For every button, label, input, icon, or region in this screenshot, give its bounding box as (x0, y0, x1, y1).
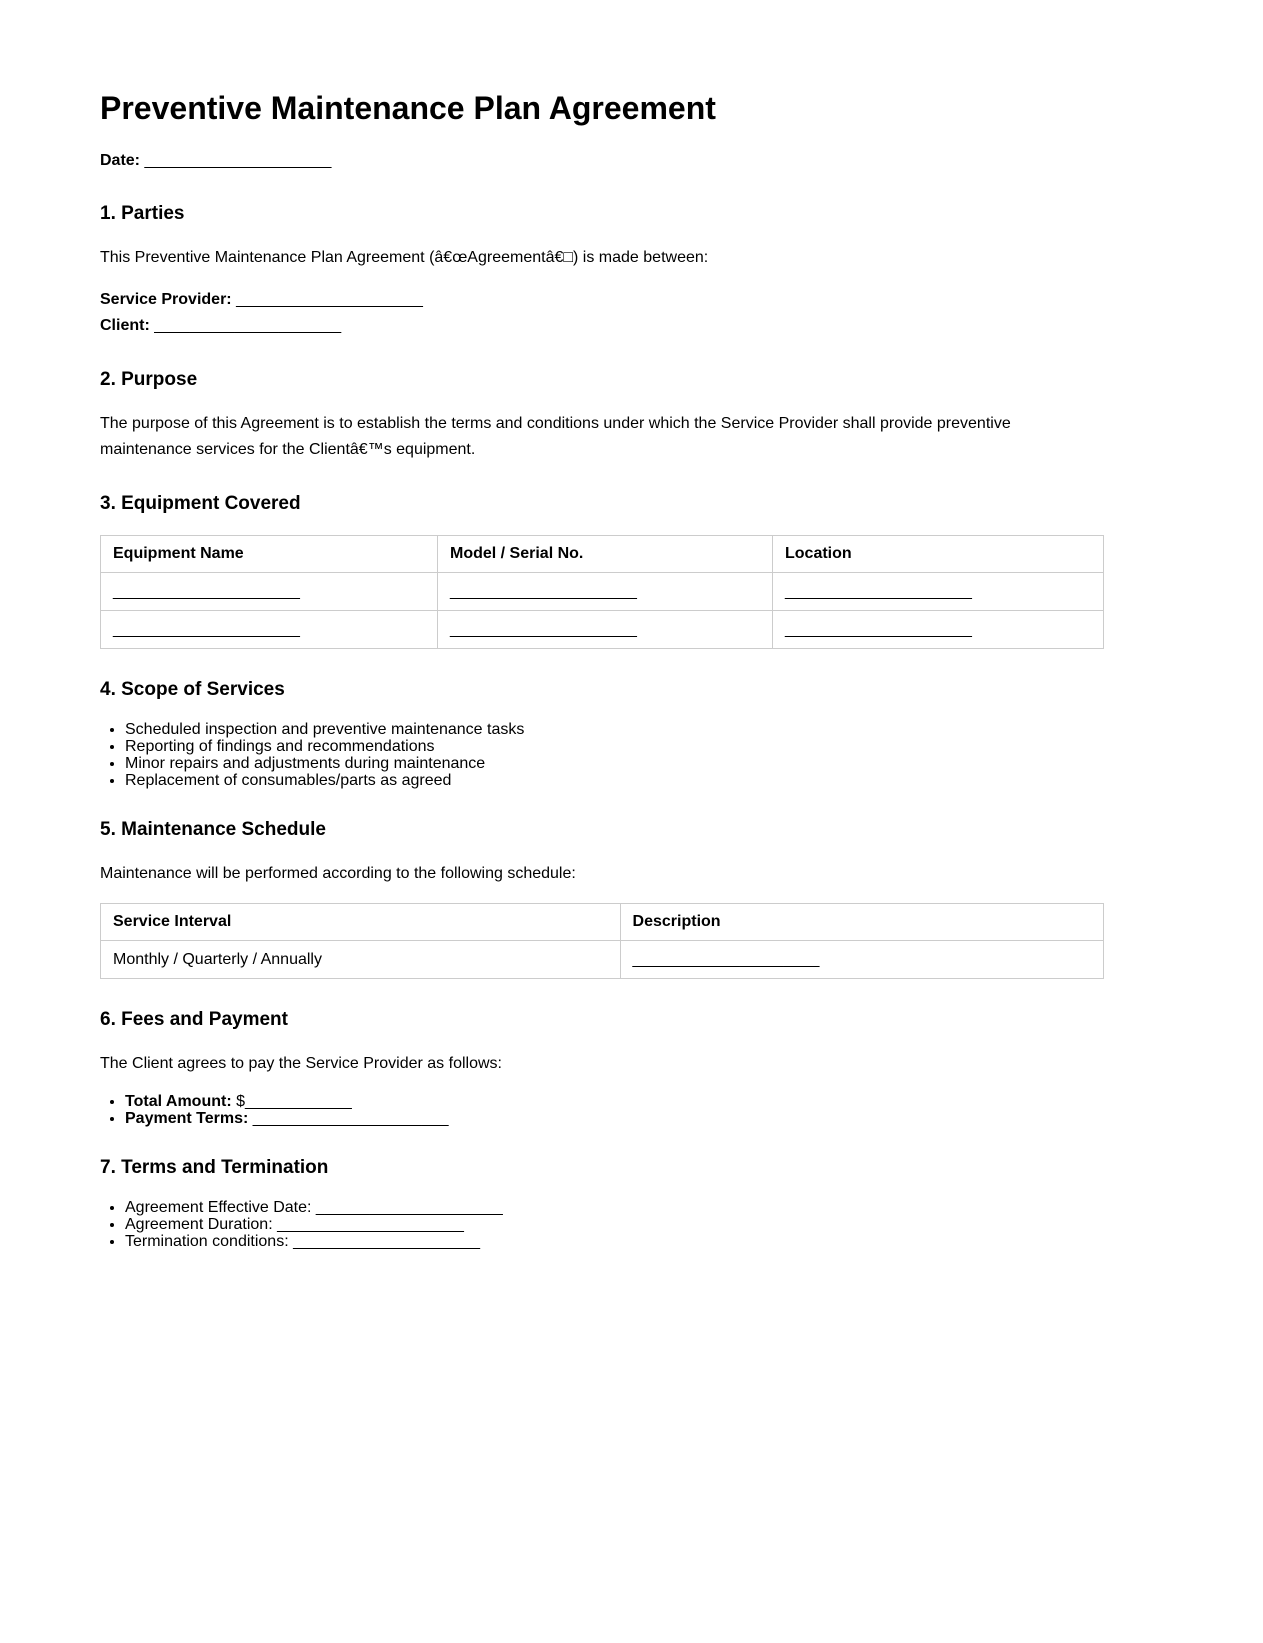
equipment-heading: 3. Equipment Covered (100, 492, 301, 514)
page-title: Preventive Maintenance Plan Agreement (100, 90, 716, 126)
total-amount-label: Total Amount: (125, 1092, 232, 1110)
client-field (100, 313, 1104, 339)
section-terms (100, 1157, 1104, 1250)
section-parties (100, 203, 1104, 339)
terms-list (100, 1199, 1104, 1250)
client-blank: _____________________ (154, 316, 342, 334)
fees-intro: The Client agrees to pay the Service Provider as follows: (100, 1054, 502, 1072)
table-row (101, 572, 1104, 610)
equipment-name-header: Equipment Name (101, 535, 438, 572)
schedule-table (100, 903, 1104, 979)
termination-conditions-blank: _____________________ (293, 1232, 480, 1250)
equipment-table-header-row (101, 535, 1104, 572)
section-purpose (100, 369, 1104, 463)
schedule-table-header-row (101, 903, 1104, 940)
list-item: • Minor repairs and adjustments during maintenance (125, 755, 1104, 772)
model-serial-blank: _____________________ (438, 610, 773, 648)
parties-intro: This Preventive Maintenance Plan Agreement (â€œAgreementâ€□) is made between: (100, 248, 709, 266)
table-row (101, 940, 1104, 978)
service-interval-value: Monthly / Quarterly / Annually (101, 940, 621, 978)
model-serial-blank: _____________________ (438, 572, 773, 610)
description-header: Description (620, 903, 1103, 940)
description-blank: _____________________ (620, 940, 1103, 978)
document-page (100, 0, 1104, 1386)
payment-terms-blank: ______________________ (248, 1109, 449, 1127)
parties-heading: 1. Parties (100, 202, 185, 224)
parties-fields (100, 287, 1104, 339)
location-header: Location (773, 535, 1104, 572)
equipment-name-blank: _____________________ (101, 610, 438, 648)
date-blank: _____________________ (144, 151, 332, 169)
effective-date-blank: _____________________ (315, 1198, 503, 1216)
fees-heading: 6. Fees and Payment (100, 1008, 288, 1030)
model-serial-header: Model / Serial No. (438, 535, 773, 572)
date-field (100, 149, 1104, 173)
section-scope (100, 679, 1104, 789)
section-schedule (100, 819, 1104, 979)
service-interval-header: Service Interval (101, 903, 621, 940)
scope-list (100, 721, 1104, 789)
agreement-duration-label: Agreement Duration: (125, 1215, 278, 1233)
fees-list (100, 1093, 1104, 1127)
total-amount-blank: $____________ (231, 1092, 352, 1110)
termination-conditions-item (125, 1233, 1104, 1250)
service-provider-field (100, 287, 1104, 313)
agreement-duration-item (125, 1216, 1104, 1233)
section-equipment (100, 493, 1104, 649)
effective-date-item (125, 1199, 1104, 1216)
list-item: • Scheduled inspection and preventive maintenance tasks (125, 721, 1104, 738)
schedule-intro: Maintenance will be performed according to the following schedule: (100, 864, 576, 882)
client-label: Client: (100, 316, 150, 334)
payment-terms-item (125, 1110, 1104, 1127)
agreement-duration-blank: _____________________ (277, 1215, 464, 1233)
section-fees (100, 1009, 1104, 1127)
terms-heading: 7. Terms and Termination (100, 1156, 329, 1178)
service-provider-blank: _____________________ (236, 290, 423, 308)
termination-conditions-label: Termination conditions: (125, 1232, 294, 1250)
list-item: • Reporting of findings and recommendations (125, 738, 1104, 755)
purpose-body: The purpose of this Agreement is to establish the terms and conditions under which the Service Provider shall provide preventive maintenance services for the Clientâ€™s equipment. (100, 414, 1011, 458)
effective-date-label: Agreement Effective Date: (125, 1198, 316, 1216)
equipment-name-blank: _____________________ (101, 572, 438, 610)
location-blank: _____________________ (773, 572, 1104, 610)
date-label: Date: (100, 151, 141, 169)
service-provider-label: Service Provider: (100, 290, 232, 308)
schedule-heading: 5. Maintenance Schedule (100, 818, 326, 840)
location-blank: _____________________ (773, 610, 1104, 648)
list-item: • Replacement of consumables/parts as agreed (125, 772, 1104, 789)
payment-terms-label: Payment Terms: (125, 1109, 249, 1127)
scope-heading: 4. Scope of Services (100, 678, 285, 700)
purpose-heading: 2. Purpose (100, 368, 198, 390)
equipment-table (100, 535, 1104, 649)
total-amount-item (125, 1093, 1104, 1110)
table-row (101, 610, 1104, 648)
